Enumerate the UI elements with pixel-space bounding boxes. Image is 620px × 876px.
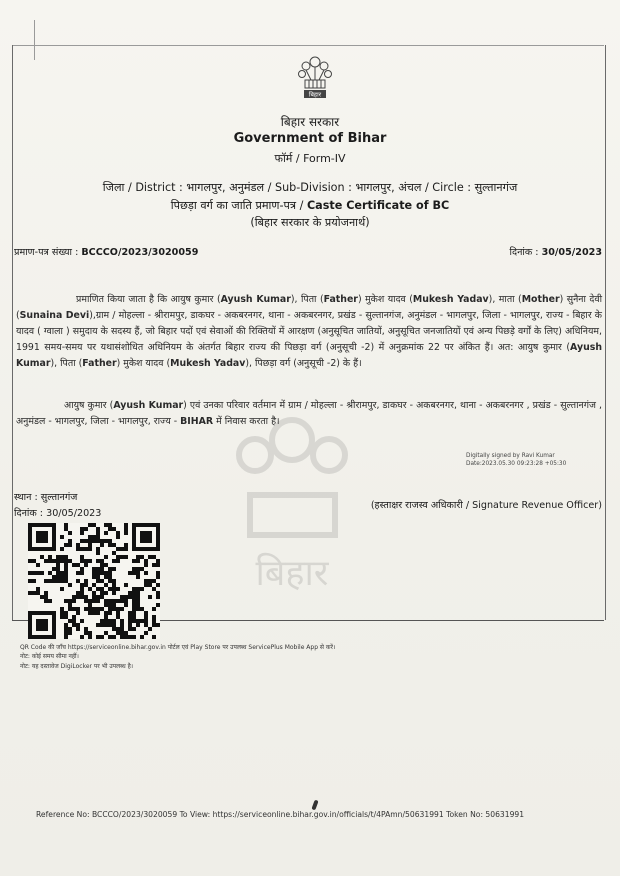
certificate-number-value: BCCCO/2023/3020059	[81, 247, 199, 258]
digital-signature-signer: Digitally signed by Ravi Kumar	[466, 453, 555, 459]
place: स्थान : सुल्तानगंज	[14, 492, 78, 503]
certificate-number-label: प्रमाण-पत्र संख्या :	[14, 247, 82, 258]
digital-signature	[466, 452, 566, 468]
certificate-subtitle: (बिहार सरकार के प्रयोजनार्थ)	[250, 216, 370, 229]
certificate-title	[0, 198, 620, 213]
emblem-watermark-icon	[205, 400, 380, 600]
bihar-government-emblem-icon	[293, 50, 337, 102]
qr-code-icon[interactable]	[28, 523, 160, 639]
issue-date: दिनांक : 30/05/2023	[14, 508, 102, 519]
digilocker-note: नोट: यह दस्तावेज DigiLocker पर भी उपलब्ध है।	[20, 663, 134, 670]
watermark-text: बिहार	[255, 553, 329, 594]
government-title: Government of Bihar	[233, 131, 387, 146]
signature-revenue-officer: (हस्ताक्षर राजस्व अधिकारी / Signature Revenue Officer)	[370, 500, 602, 511]
certificate-date-label: दिनांक :	[509, 247, 542, 258]
certificate-date	[509, 245, 602, 258]
certification-paragraph: प्रमाणित किया जाता है कि आयुष कुमार (Ayush Kumar), पिता (Father) मुकेश यादव (Mukesh Yadav), माता (Mother) सुनैना देवी (Sunaina Devi),ग्राम / मोहल्ला - श्रीरामपुर, डाकघर - अकबरनगर, थाना - अकबरनगर, प्रखंड - सुल्तानगंज, अनुमंडल - भागलपुर, जिला - भागलपुर, राज्य - बिहार के यादव ( ग्वाला ) समुदाय के सदस्य हैं, जो बिहार पदों एवं सेवाओं की रिक्तियों में आरक्षण (अनुसूचित जातियों, अनुसूचित जनजातियों एवं अन्य पिछड़े वर्गों के लिए) अधिनियम, 1991 समय-समय पर यथासंशोधित अधिनियम के अंतर्गत बिहार राज्य की पिछड़ा वर्ग (अनुसूची -2) में अनुक्रमांक 22 पर अंकित हैं। अत: आयुष कुमार (Ayush Kumar), पिता (Father) मुकेश यादव (Mukesh Yadav), पिछड़ा वर्ग (अनुसूची -2) के हैं।	[16, 294, 603, 369]
time-limit-note: नोट: कोई समय सीमा नहीं।	[20, 653, 79, 660]
ink-mark	[311, 800, 318, 811]
reference-line: Reference No: BCCCO/2023/3020059 To View: https://serviceonline.bihar.gov.in/officials/t/4PAmn/50631991 Token No: 50631991	[36, 810, 525, 819]
certificate-number	[14, 245, 198, 258]
hindi-government-title: बिहार सरकार	[280, 115, 340, 129]
certificate-title-english: Caste Certificate of BC	[306, 199, 450, 212]
district-line: जिला / District : भागलपुर, अनुमंडल / Sub-Division : भागलपुर, अंचल / Circle : सुल्तानगंज	[102, 181, 518, 194]
digital-signature-date: Date:2023.05.30 09:23:28 +05:30	[466, 461, 567, 467]
form-number: फॉर्म / Form-IV	[274, 152, 346, 165]
certificate-date-value: 30/05/2023	[541, 247, 602, 258]
qr-verification-note: QR Code की जाँच https://serviceonline.bihar.gov.in पोर्टल एवं Play Store पर उपलब्ध ServicePlus Mobile App से करें।	[20, 644, 336, 651]
certificate-title-hindi: पिछड़ा वर्ग का जाति प्रमाण-पत्र /	[170, 199, 307, 212]
residence-paragraph: आयुष कुमार (Ayush Kumar) एवं उनका परिवार वर्तमान में ग्राम / मोहल्ला - श्रीरामपुर, डाकघर - अकबरनगर, थाना - अकबरनगर , प्रखंड - सुल्तानगंज , अनुमंडल - भागलपुर, जिला - भागलपुर, राज्य - BIHAR में निवास करता है।	[16, 400, 603, 427]
emblem-caption: बिहार	[308, 91, 322, 99]
